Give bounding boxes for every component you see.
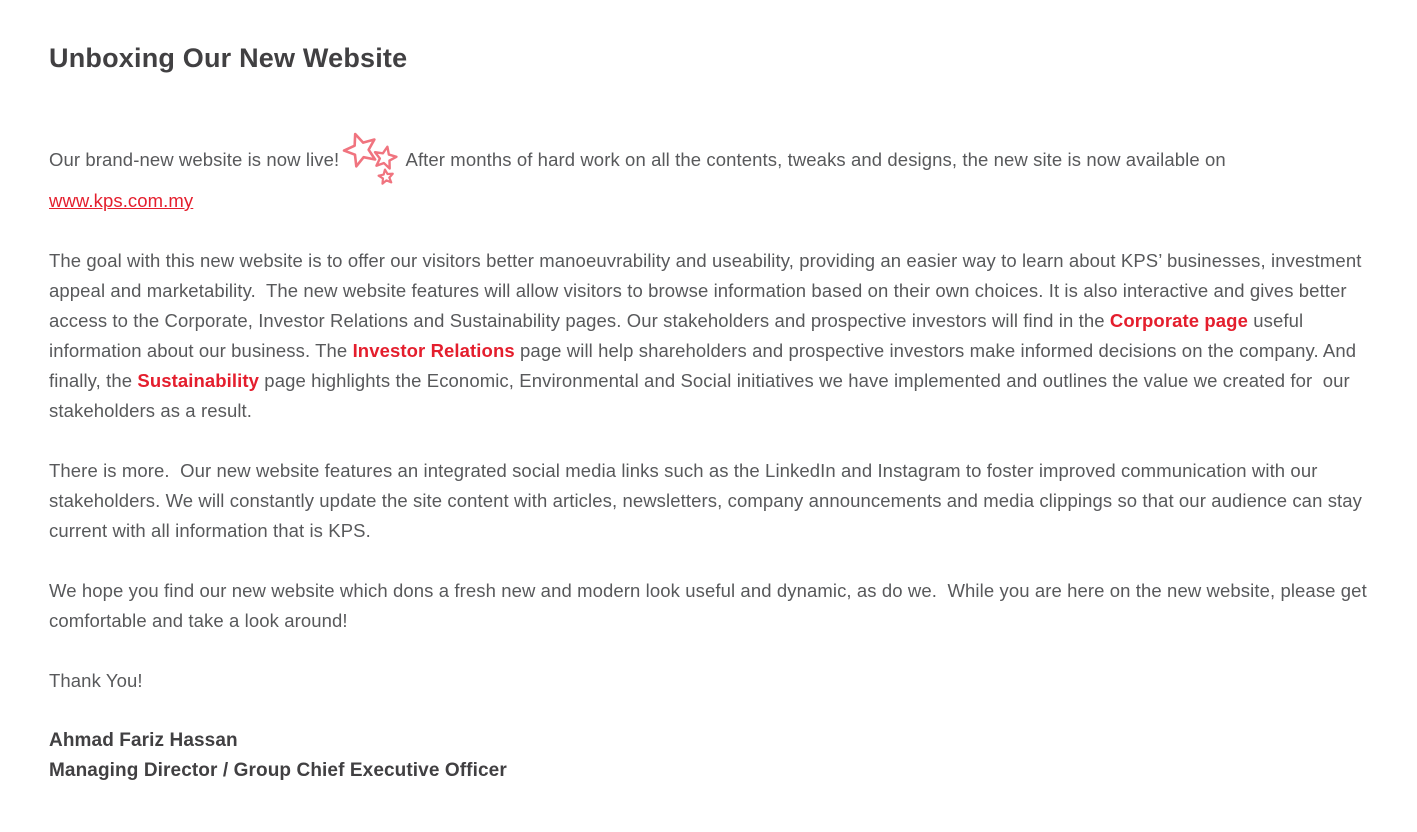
intro-text-before: Our brand-new website is now live! [49,149,340,170]
goal-text-4: page highlights the Economic, Environmental and Social initiatives we have implemented and outlines the value we created for our stakeholders as a result. [49,370,1356,421]
goal-text-1: The goal with this new website is to offer our visitors better manoeuvrability and useability, providing an easier way to learn about KPS’ businesses, investment appeal and marketability. The new website features will allow visitors to browse information based on their own choices. It is also interactive and gives better access to the Corporate, Investor Relations and Sustainability pages. Our stakeholders and prospective investors will find in the [49,250,1367,331]
goal-text-3: page will help shareholders and prospective investors make informed decisions on the company. And finally, the [49,340,1362,391]
social-media-paragraph: There is more. Our new website features an integrated social media links such as the LinkedIn and Instagram to foster improved communication with our stakeholders. We will constantly update the site content with articles, newsletters, company announcements and media clippings so that our audience can stay current with all information that is KPS. [49,460,1368,541]
signature-block [49,726,1368,786]
corporate-page-link[interactable]: Corporate page [1109,310,1248,331]
sparkle-stars-icon [342,131,399,186]
goal-paragraph [49,246,1368,426]
kps-website-link[interactable]: www.kps.com.my [49,190,194,211]
signature-title: Managing Director / Group Chief Executive Officer [49,760,507,781]
page-title: Unboxing Our New Website [49,43,408,73]
closing-paragraph: We hope you find our new website which dons a fresh new and modern look useful and dynamic, as do we. While you are here on the new website, please get comfortable and take a look around! [49,580,1373,631]
signature-name: Ahmad Fariz Hassan [49,730,238,751]
article-body [49,131,1373,786]
sustainability-link[interactable]: Sustainability [137,370,260,391]
thank-you-text: Thank You! [49,670,143,691]
intro-text-after: After months of hard work on all the contents, tweaks and designs, the new site is now available on [401,149,1231,170]
investor-relations-link[interactable]: Investor Relations [352,340,515,361]
goal-text-2: useful information about our business. The [49,310,1309,361]
intro-paragraph [49,131,1368,216]
